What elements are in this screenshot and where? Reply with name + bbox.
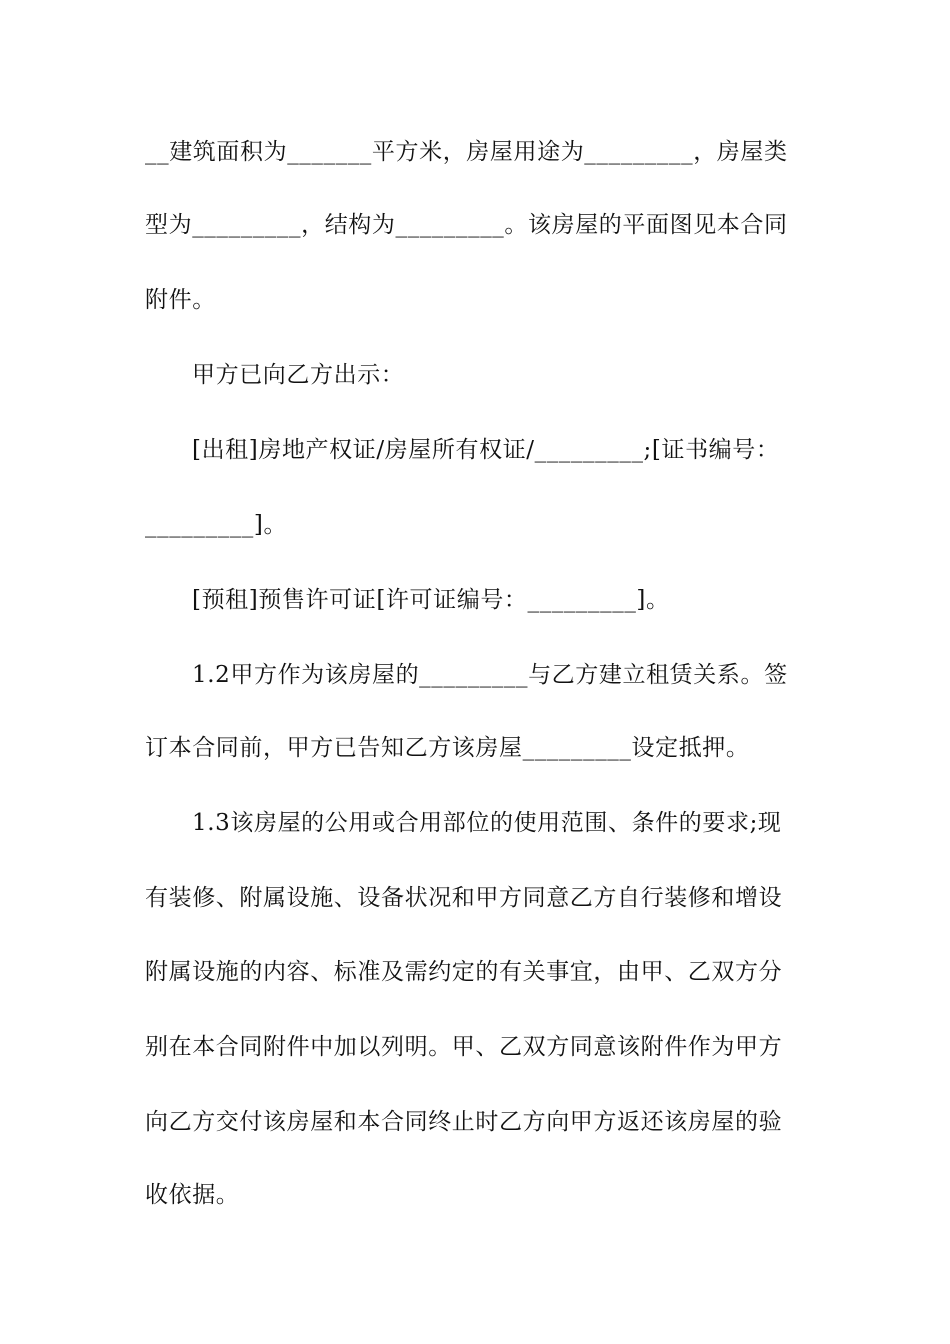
text-line: __建筑面积为_______平方米，房屋用途为_________，房屋类	[145, 139, 788, 165]
text-line: 向乙方交付该房屋和本合同终止时乙方向甲方返还该房屋的验	[145, 1109, 783, 1135]
paragraph-start: [预租]预售许可证[许可证编号：_________]。	[192, 587, 670, 613]
text-line: 型为_________，结构为_________。该房屋的平面图见本合同	[145, 212, 788, 238]
clause-1-2-start: 1.2甲方作为该房屋的_________与乙方建立租赁关系。签	[192, 662, 788, 688]
text-line: 订本合同前，甲方已告知乙方该房屋_________设定抵押。	[145, 735, 750, 761]
paragraph-start: [出租]房地产权证/房屋所有权证/_________;[证书编号：	[192, 437, 780, 463]
text-line: 有装修、附属设施、设备状况和甲方同意乙方自行装修和增设	[145, 885, 783, 911]
text-line: 附属设施的内容、标准及需约定的有关事宜，由甲、乙双方分	[145, 959, 783, 985]
text-line: 附件。	[145, 287, 216, 313]
paragraph-start: 甲方已向乙方出示：	[192, 362, 405, 388]
text-line: 别在本合同附件中加以列明。甲、乙双方同意该附件作为甲方	[145, 1034, 783, 1060]
text-line: 收依据。	[145, 1182, 240, 1208]
clause-1-3-start: 1.3该房屋的公用或合用部位的使用范围、条件的要求;现	[192, 810, 782, 836]
text-line: _________]。	[145, 512, 288, 538]
